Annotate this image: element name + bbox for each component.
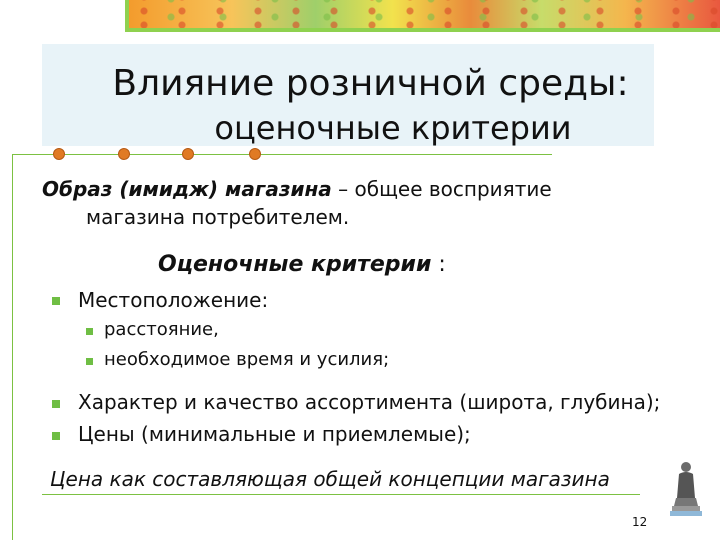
slide-title: Влияние розничной среды: — [112, 63, 629, 104]
banner-bottom-rule — [125, 28, 720, 32]
criteria-heading-suffix: : — [431, 252, 446, 277]
horizontal-divider — [12, 154, 552, 155]
divider-dot — [182, 148, 194, 160]
sub-bullet-icon — [86, 358, 93, 365]
slide-subtitle: оценочные критерии — [214, 109, 572, 147]
bullet-item: Местоположение: — [78, 288, 269, 312]
divider-dot — [118, 148, 130, 160]
sub-bullet-item: расстояние, — [104, 319, 219, 340]
bullet-icon — [52, 297, 60, 305]
definition-line-1 — [42, 176, 552, 202]
definition-line-2: магазина потребителем. — [86, 205, 350, 229]
bullet-icon — [52, 432, 60, 440]
divider-dot — [53, 148, 65, 160]
bullet-item: Характер и качество ассортимента (широта, глубина); — [78, 390, 661, 414]
definition-term: Образ (имидж) магазина — [42, 177, 332, 201]
bullet-item: Цены (минимальные и приемлемые); — [78, 422, 471, 446]
divider-dot — [249, 148, 261, 160]
header-banner — [125, 0, 720, 28]
criteria-heading-label: Оценочные критерии — [158, 252, 432, 277]
sub-bullet-item: необходимое время и усилия; — [104, 349, 390, 370]
concept-caption: Цена как составляющая общей концепции магазина — [50, 467, 610, 491]
vertical-divider — [12, 154, 13, 540]
statue-logo-icon — [668, 458, 704, 518]
page-number: 12 — [632, 515, 648, 529]
banner-pattern — [125, 0, 720, 28]
criteria-heading — [158, 251, 446, 279]
sub-bullet-icon — [86, 328, 93, 335]
definition-rest: – общее восприятие — [331, 177, 552, 201]
caption-underline — [42, 494, 640, 495]
bullet-icon — [52, 400, 60, 408]
